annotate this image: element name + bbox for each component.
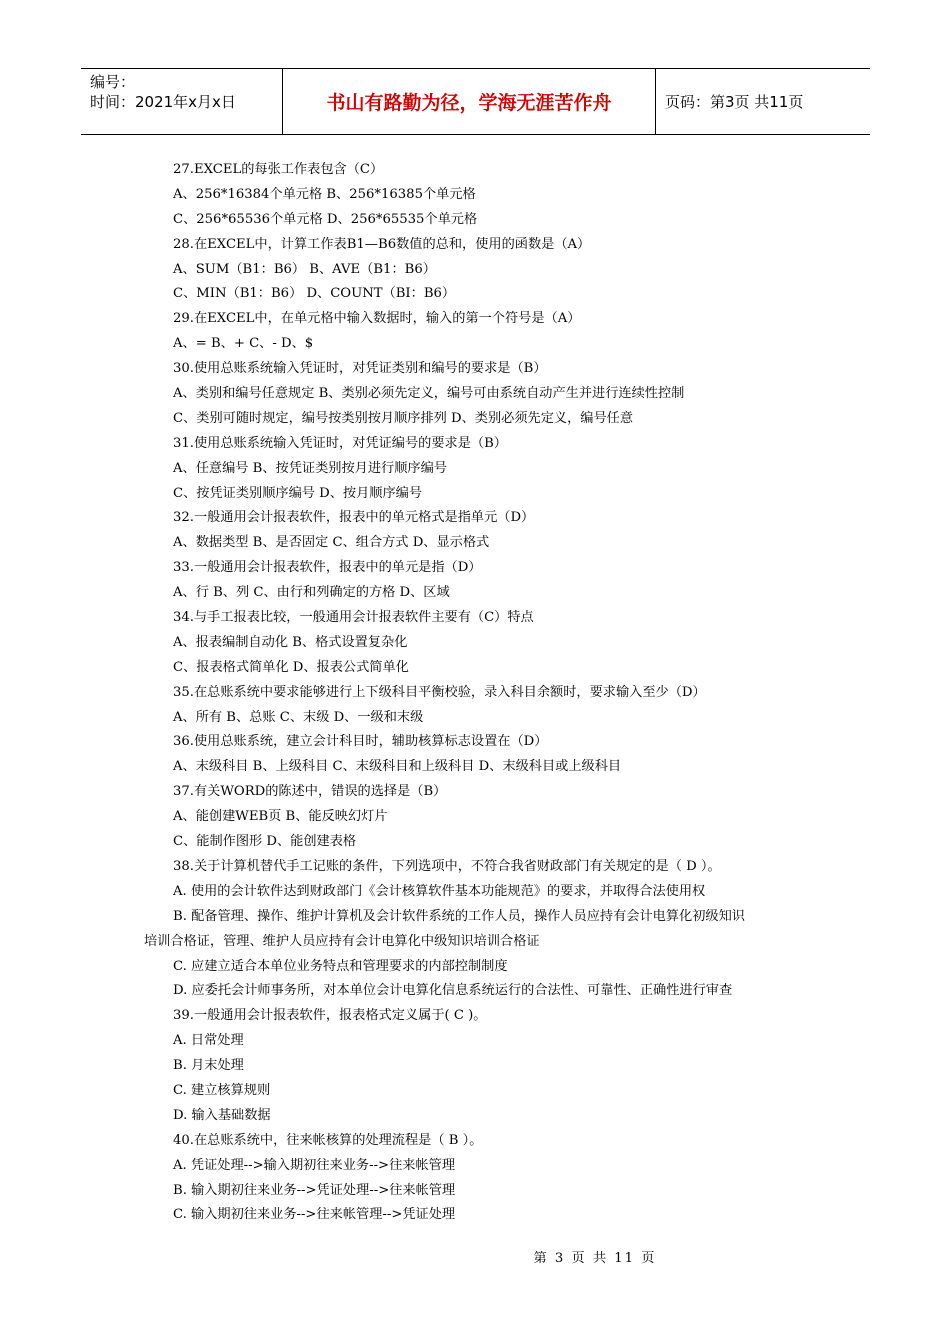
question-39-option-b: B. 月末处理 xyxy=(173,1058,244,1074)
document-number-label: 编号： xyxy=(90,73,136,91)
question-40-option-b: B. 输入期初往来业务-->凭证处理-->往来帐管理 xyxy=(173,1182,456,1198)
question-37-options-cd: C、能制作图形 D、能创建表格 xyxy=(173,834,357,850)
question-38: 38.关于计算机替代手工记账的条件，下列选项中，不符合我省财政部门有关规定的是（ D ）。 xyxy=(173,858,721,874)
question-30: 30.使用总账系统输入凭证时，对凭证类别和编号的要求是（B） xyxy=(173,361,547,377)
question-32: 32.一般通用会计报表软件，报表中的单元格式是指单元（D） xyxy=(173,510,535,526)
question-38-option-c: C. 应建立适合本单位业务特点和管理要求的内部控制制度 xyxy=(173,958,508,974)
question-38-option-b-continued: 培训合格证，管理、维护人员应持有会计电算化中级知识培训合格证 xyxy=(144,933,540,949)
question-30-options-ab: A、类别和编号任意规定 B、类别必须先定义，编号可由系统自动产生并进行连续性控制 xyxy=(173,386,685,402)
question-29: 29.在EXCEL中，在单元格中输入数据时，输入的第一个符号是（A） xyxy=(173,311,581,327)
question-39: 39.一般通用会计报表软件，报表格式定义属于( C )。 xyxy=(173,1008,487,1024)
question-31-options-ab: A、任意编号 B、按凭证类别按月进行顺序编号 xyxy=(173,460,447,476)
question-36-options: A、末级科目 B、上级科目 C、末级科目和上级科目 D、末级科目或上级科目 xyxy=(173,759,622,775)
question-34-options-ab: A、报表编制自动化 B、格式设置复杂化 xyxy=(173,634,408,650)
page-header xyxy=(81,68,870,135)
question-32-options: A、数据类型 B、是否固定 C、组合方式 D、显示格式 xyxy=(173,535,490,551)
question-34-options-cd: C、报表格式简单化 D、报表公式简单化 xyxy=(173,659,409,675)
question-38-option-d: D. 应委托会计师事务所，对本单位会计电算化信息系统运行的合法性、可靠性、正确性进行审查 xyxy=(173,983,733,999)
document-body xyxy=(0,158,950,1228)
question-28: 28.在EXCEL中，计算工作表B1—B6数值的总和，使用的函数是（A） xyxy=(173,236,591,252)
question-37: 37.有关WORD的陈述中，错误的选择是（B） xyxy=(173,784,447,800)
question-38-option-b: B. 配备管理、操作、维护计算机及会计软件系统的工作人员，操作人员应持有会计电算化初级知识 xyxy=(173,908,745,924)
question-33-options: A、行 B、列 C、由行和列确定的方格 D、区域 xyxy=(173,585,450,601)
document-date: 时间：2021年x月x日 xyxy=(90,93,236,111)
header-page-info: 页码：第3页 共11页 xyxy=(665,93,804,111)
question-29-options: A、= B、+ C、- D、$ xyxy=(173,336,314,352)
question-28-options-cd: C、MIN（B1：B6） D、COUNT（BI：B6） xyxy=(173,286,456,302)
question-36: 36.使用总账系统，建立会计科目时，辅助核算标志设置在（D） xyxy=(173,734,548,750)
question-31: 31.使用总账系统输入凭证时，对凭证编号的要求是（B） xyxy=(173,435,507,451)
header-slogan: 书山有路勤为径，学海无涯苦作舟 xyxy=(283,69,656,134)
question-35: 35.在总账系统中要求能够进行上下级科目平衡校验，录入科目余额时，要求输入至少（D） xyxy=(173,684,706,700)
question-27-options-ab: A、256*16384个单元格 B、256*16385个单元格 xyxy=(173,186,476,202)
question-38-option-a: A. 使用的会计软件达到财政部门《会计核算软件基本功能规范》的要求，并取得合法使用权 xyxy=(173,883,706,899)
question-33: 33.一般通用会计报表软件，报表中的单元是指（D） xyxy=(173,560,482,576)
question-39-option-c: C. 建立核算规则 xyxy=(173,1082,271,1098)
question-31-options-cd: C、按凭证类别顺序编号 D、按月顺序编号 xyxy=(173,485,423,501)
question-34: 34.与手工报表比较，一般通用会计报表软件主要有（C）特点 xyxy=(173,610,534,626)
question-39-option-a: A. 日常处理 xyxy=(173,1033,244,1049)
footer-page-number: 第 3 页 共 11 页 xyxy=(533,1251,657,1266)
question-39-option-d: D. 输入基础数据 xyxy=(173,1107,271,1123)
question-35-options: A、所有 B、总账 C、末级 D、一级和末级 xyxy=(173,709,424,725)
question-28-options-ab: A、SUM（B1：B6） B、AVE（B1：B6） xyxy=(173,261,436,277)
question-40-option-a: A. 凭证处理-->输入期初往来业务-->往来帐管理 xyxy=(173,1157,456,1173)
question-27-options-cd: C、256*65536个单元格 D、256*65535个单元格 xyxy=(173,211,478,227)
question-37-options-ab: A、能创建WEB页 B、能反映幻灯片 xyxy=(173,809,388,825)
header-meta xyxy=(81,69,283,134)
question-40-option-c: C. 输入期初往来业务-->往来帐管理-->凭证处理 xyxy=(173,1207,456,1223)
page-footer xyxy=(0,1247,950,1266)
question-40: 40.在总账系统中，往来帐核算的处理流程是（ B ）。 xyxy=(173,1132,483,1148)
question-27: 27.EXCEL的每张工作表包含（C） xyxy=(173,162,384,177)
question-30-options-cd: C、类别可随时规定，编号按类别按月顺序排列 D、类别必须先定义，编号任意 xyxy=(173,410,634,426)
